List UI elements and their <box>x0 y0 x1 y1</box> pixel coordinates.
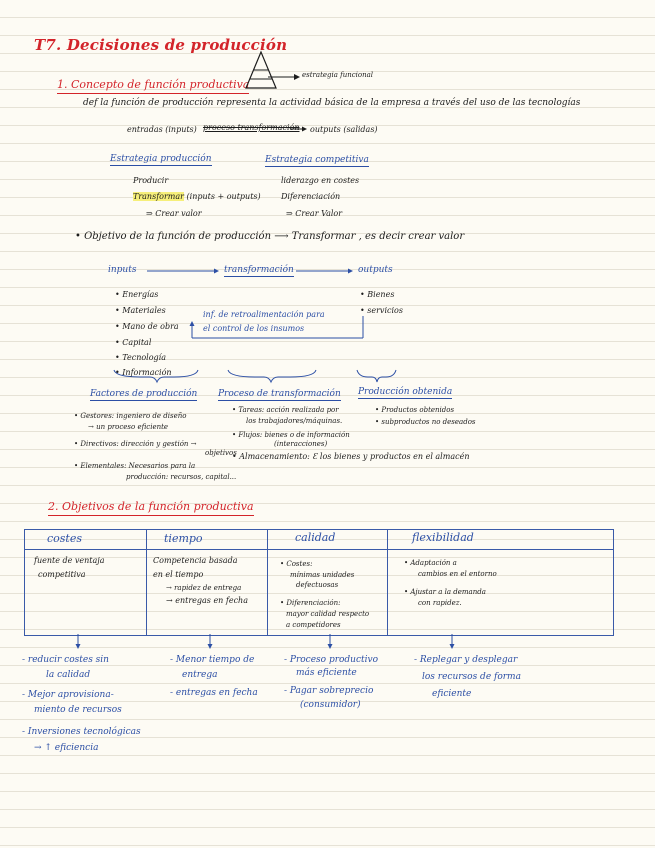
table-cell: • Diferenciación: <box>280 599 341 607</box>
note-flexibilidad: los recursos de forma <box>422 672 521 682</box>
section-2-heading: 2. Objetivos de la función productiva <box>48 501 254 516</box>
page-title: T7. Decisiones de producción <box>34 36 288 54</box>
produccion-item: • subproductos no deseados <box>375 418 476 426</box>
diagram-inputs-label: inputs <box>108 265 137 275</box>
table-header-tiempo: tiempo <box>164 532 203 545</box>
note-costes: - Inversiones tecnológicas <box>22 727 141 737</box>
ec-item-diferenciacion: Diferenciación <box>281 192 341 201</box>
factores-item: • Gestores: ingeniero de diseño <box>74 412 187 420</box>
table-cell: defectuosas <box>296 581 339 589</box>
feedback-line-2: el control de los insumos <box>203 324 305 333</box>
section-1-heading: 1. Concepto de función productiva <box>57 79 249 94</box>
note-calidad: más eficiente <box>296 668 357 678</box>
feedback-line-1: inf. de retroalimentación para <box>203 310 325 319</box>
note-tiempo: - Menor tiempo de <box>170 655 255 665</box>
ep-item-io: (inputs + outputs) <box>186 192 261 201</box>
definition-text: def la función de producción representa la actividad básica de la empresa a través del uso de las tecnologías <box>83 98 581 108</box>
note-costes: - reducir costes sin <box>22 655 109 665</box>
table-cell: a competidores <box>286 621 341 629</box>
input-item: • Energías <box>115 290 159 299</box>
table-header-calidad: calidad <box>295 531 336 544</box>
diagram-outputs-label: outputs <box>358 265 393 275</box>
input-item: • Materiales <box>115 306 166 315</box>
table-cell: • Adaptación a <box>404 559 457 567</box>
table-cell: → entregas en fecha <box>166 596 248 605</box>
table-cell: competitiva <box>38 570 86 579</box>
table-header-costes: costes <box>47 532 83 545</box>
factores-item: • Elementales: Necesarios para la <box>74 462 196 470</box>
factores-item: objetivos <box>205 449 237 457</box>
proceso-item: los trabajadores/máquinas. <box>246 417 343 425</box>
ec-item-liderazgo: liderazgo en costes <box>281 176 360 185</box>
output-item: • Bienes <box>360 290 395 299</box>
objetivo-text: • Objetivo de la función de producción ⟶ Transformar , es decir crear valor <box>75 231 465 242</box>
note-flexibilidad: eficiente <box>432 689 472 699</box>
table-header-flexibilidad: flexibilidad <box>412 531 474 544</box>
table-cell: fuente de ventaja <box>34 556 105 565</box>
produccion-item: • Productos obtenidos <box>375 406 455 414</box>
output-item: • servicios <box>360 306 403 315</box>
table-cell: cambios en el entorno <box>418 570 497 578</box>
input-item: • Capital <box>115 338 152 347</box>
note-costes: → ↑ eficiencia <box>34 743 99 753</box>
input-item: • Mano de obra <box>115 322 179 331</box>
factores-item: • Directivos: dirección y gestión → <box>74 440 197 448</box>
note-costes: - Mejor aprovisiona- <box>22 690 114 700</box>
ep-item-crear-valor: ⇒ Crear valor <box>146 209 202 218</box>
table-cell: mínimas unidades <box>290 571 355 579</box>
flow-inputs: entradas (inputs) <box>127 125 197 134</box>
note-costes: la calidad <box>46 670 91 680</box>
factores-item: → un proceso eficiente <box>88 423 169 431</box>
estrategia-competitiva-heading: Estrategia competitiva <box>265 155 369 167</box>
proceso-item: • Almacenamiento: Ɛ los bienes y productos en el almacén <box>232 452 470 461</box>
note-calidad: - Pagar sobreprecio <box>284 686 374 696</box>
flow-outputs: outputs (salidas) <box>310 125 378 134</box>
table-cell: Competencia basada <box>153 556 238 565</box>
transformar-highlight: Transformar <box>133 192 184 201</box>
note-tiempo: - entregas en fecha <box>170 688 258 698</box>
proceso-item: • Tareas: acción realizada por <box>232 406 339 414</box>
estrategia-produccion-heading: Estrategia producción <box>110 154 212 166</box>
produccion-obtenida-heading: Producción obtenida <box>358 387 452 399</box>
input-item: • Información <box>115 368 172 377</box>
proceso-item: • Flujos: bienes o de información <box>232 431 350 439</box>
diagram-transformacion-label: transformación <box>224 265 294 277</box>
proceso-heading: Proceso de transformación <box>218 389 341 401</box>
ep-item-producir: Producir <box>133 176 169 185</box>
table-cell: • Ajustar a la demanda <box>404 588 486 596</box>
factores-heading: Factores de producción <box>90 389 197 401</box>
note-tiempo: entrega <box>182 670 218 680</box>
proceso-item: (interacciones) <box>274 440 328 448</box>
flow-process: proceso transformación <box>203 123 300 132</box>
table-cell: con rapidez. <box>418 599 462 607</box>
table-cell: en el tiempo <box>153 570 204 579</box>
input-item: • Tecnología <box>115 353 166 362</box>
ec-item-crear-valor: ⇒ Crear Valor <box>286 209 343 218</box>
note-calidad: - Proceso productivo <box>284 655 379 665</box>
note-flexibilidad: - Replegar y desplegar <box>414 655 518 665</box>
note-calidad: (consumidor) <box>300 700 361 710</box>
pyramid-label: estrategia funcional <box>302 71 374 79</box>
factores-item: producción: recursos, capital... <box>126 473 237 481</box>
table-cell: → rapidez de entrega <box>166 584 242 592</box>
table-cell: mayor calidad respecto <box>286 610 370 618</box>
table-cell: • Costes: <box>280 560 313 568</box>
note-costes: miento de recursos <box>34 705 122 715</box>
